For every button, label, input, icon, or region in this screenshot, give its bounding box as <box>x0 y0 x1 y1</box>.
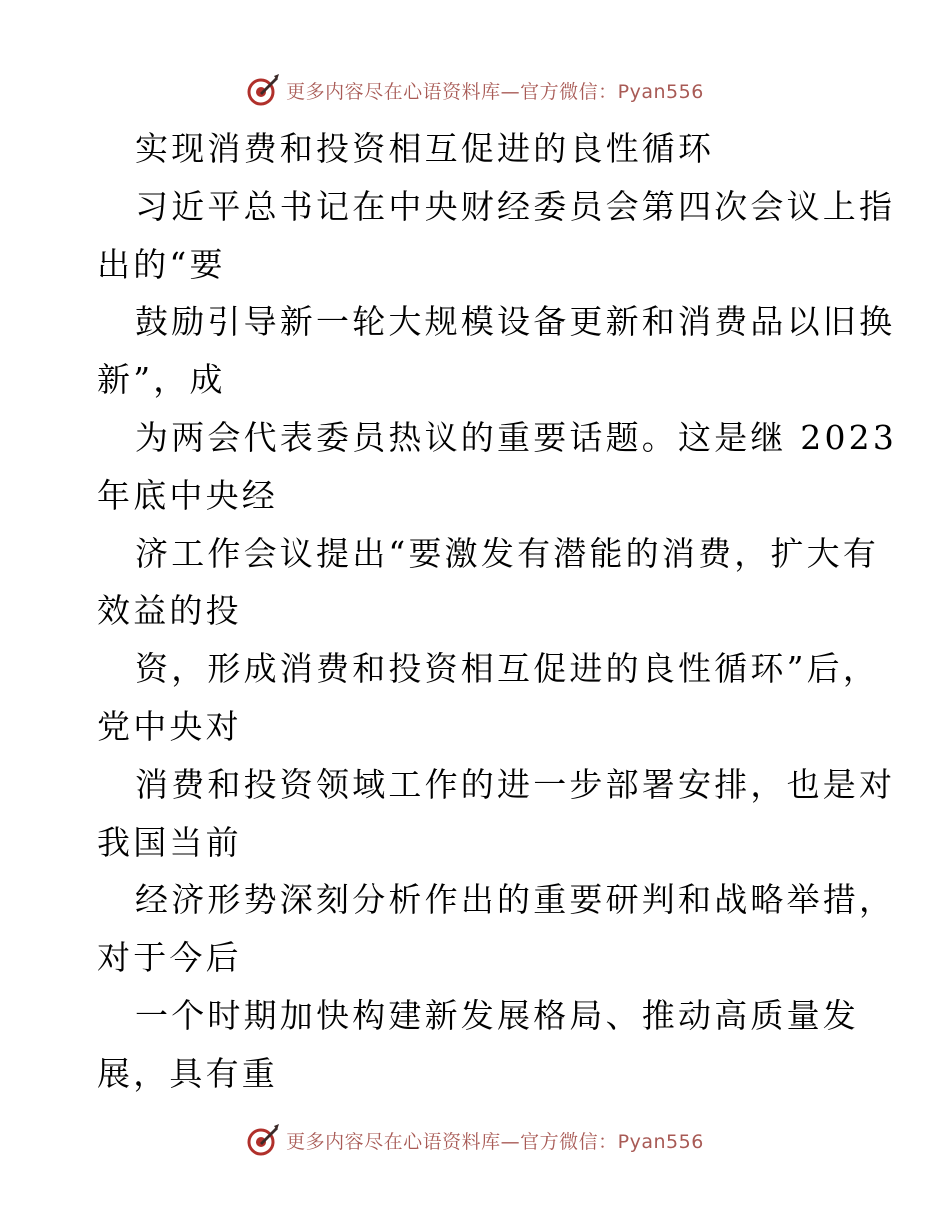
text-line: 对于今后 <box>97 938 242 978</box>
text-line: 为两会代表委员热议的重要话题。这是继 2023 <box>135 417 898 457</box>
footer-banner-inner <box>246 1123 704 1157</box>
text-line: 实现消费和投资相互促进的良性循环 <box>135 129 715 168</box>
text-line: 经济形势深刻分析作出的重要研判和战略举措， <box>135 880 896 920</box>
text-line: 效益的投 <box>97 591 242 631</box>
text-line: 我国当前 <box>97 822 242 862</box>
text-line: 一个时期加快构建新发展格局、推动高质量发 <box>135 995 859 1035</box>
header-banner <box>0 70 950 110</box>
header-banner-text: 更多内容尽在心语资料库—官方微信：Pyan556 <box>286 80 704 103</box>
text-line: 消费和投资领域工作的进一步部署安排，也是对 <box>135 764 896 804</box>
text-line: 年底中央经 <box>97 475 278 515</box>
quill-logo-icon <box>246 1123 280 1157</box>
quill-logo-icon <box>246 73 280 107</box>
header-banner-inner <box>246 73 704 107</box>
footer-banner <box>0 1120 950 1160</box>
footer-banner-text: 更多内容尽在心语资料库—官方微信：Pyan556 <box>286 1130 704 1153</box>
text-line: 济工作会议提出“要激发有潜能的消费，扩大有 <box>135 533 880 573</box>
text-line: 资，形成消费和投资相互促进的良性循环”后， <box>135 649 880 689</box>
text-line: 习近平总书记在中央财经委员会第四次会议上指 <box>135 186 896 226</box>
text-line: 出的“要 <box>97 244 226 284</box>
text-line: 展，具有重 <box>97 1053 278 1093</box>
text-line: 新”，成 <box>97 360 226 400</box>
text-line: 党中央对 <box>97 706 242 746</box>
document-body <box>97 120 898 1103</box>
text-line: 鼓励引导新一轮大规模设备更新和消费品以旧换 <box>135 302 896 342</box>
